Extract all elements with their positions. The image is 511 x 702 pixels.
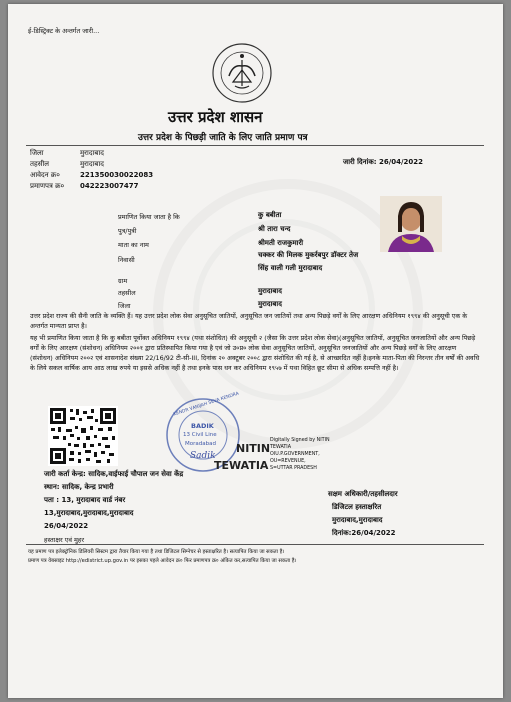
authority-designation: सक्षम अधिकारी/तहसीलदार	[328, 490, 398, 498]
footer-line-1: यह प्रमाण पत्र इलेक्ट्रॉनिक डिलिवरी सिस्टम द्वारा तैयार किया गया है तथा डिजिटल सिग्नेचर से हस्ताक्षरित है। सत्यापित किया जा सकता है।	[28, 549, 285, 555]
resident-line-1: चक्कर की मिलक मुकर्रबपुर डॉक्टर तेज	[258, 251, 359, 259]
detail-district-value: मुरादाबाद	[258, 300, 282, 308]
dsc-line-1: Digitally Signed by NITIN	[270, 438, 330, 443]
page-title: उत्तर प्रदेश के पिछड़ी जाति के लिए जाति प्रमाण पत्र	[138, 133, 308, 143]
signer-last-name: TEWATIA	[214, 459, 269, 472]
cert-intro-label: प्रमाणित किया जाता है कि	[118, 213, 180, 221]
dsc-line-5: S=UTTAR PRADESH	[270, 466, 317, 471]
mother-name: श्रीमती राजकुमारी	[258, 239, 304, 247]
application-number: 221350030022083	[80, 171, 154, 179]
dsc-line-4: OU=REVENUE,	[270, 459, 306, 464]
village-label: ग्राम	[118, 277, 128, 285]
dsc-line-3: OIU.P.GOVERNMENT,	[270, 452, 320, 457]
detail-tehsil-value: मुरादाबाद	[258, 287, 282, 295]
authority-location: मुरादाबाद,मुरादाबाद	[332, 516, 383, 524]
creamy-layer-statement: यह भी प्रमाणित किया जाता है कि कु बबीता पूर्वोक्त अधिनियम १९९४ (यथा संशोधित) की अनुसूची २ (जैसा कि उत्तर प्रदेश लोक सेवा)(अनुसूचित जातियों, अनुसूचित जनजातियों और अन्य पिछड़े वर्गों के लिए आरक्षण (संशोधन) अधिनियम २००१ द्वारा प्रतिस्थापित किया गया है एवं जो उ०प्र० लोक सेवा अनुसूचित जातियों, अनुसूचित जनजातियों और अन्य पिछड़े वर्गों के लिए आरक्षण (संशोधन) अधिनियम २००२ एवं शासनादेश संख्या 22/16/92 टी-सी-III, दिनांक २० अक्टूबर २००८ द्वारा संशोधित की गई है, से आच्छादित नहीं है।इनके माता-पिता की निरन्तर तीन वर्षों की अवधि के लिये सकल वार्षिक आय आठ लाख रुपये या इससे अधिक नहीं है तथा इनके पास धन कर अधिनियम १९५७ में यथा विहित छूट सीमा से अधिक सम्पत्ति नहीं है।	[30, 334, 480, 372]
authority-digital-signed: डिजिटल हस्ताक्षरित	[332, 503, 382, 511]
district-label: जिला	[30, 149, 44, 157]
sign-seal-note: हस्ताक्षर एवं मुहर	[44, 536, 85, 544]
tehsil-value: मुरादाबाद	[80, 160, 104, 168]
center-signature: Sadik	[190, 451, 216, 461]
issuing-center: जारी कर्ता केन्द्र: सादिक,वाईफाई चौपाल जन सेवा केंद्र	[44, 470, 184, 478]
detail-district-label: जिला	[118, 302, 131, 310]
issuing-address-2: 13,मुरादाबाद,मुरादाबाद,मुरादाबाद	[44, 509, 134, 517]
caste-statement: उत्तर प्रदेश राज्य की सैनी जाति के व्यक्ति हैं। यह उत्तर प्रदेश लोक सेवा अनुसूचित जातियों, अनुसूचित जन जातियों तथा अन्य पिछड़े वर्गों के लिए आरक्षण अधिनियम १९९४ की अनुसूची एक के अन्तर्गत मान्यता प्राप्त है।	[30, 312, 468, 330]
issuing-address-1: पता : 13, मुरादाबाद वार्ड नंबर	[44, 496, 126, 504]
authority-date: दिनांक:26/04/2022	[332, 529, 396, 537]
issuing-place: स्थान: सादिक, केन्द्र प्रभारी	[44, 483, 114, 491]
resident-label: निवासी	[118, 256, 135, 264]
tehsil-label: तहसील	[30, 160, 49, 168]
certificate-page	[8, 4, 503, 698]
certificate-label: प्रमाणपत्र क्र०	[30, 182, 65, 190]
resident-line-2: सिंह वाली गली मुरादाबाद	[258, 264, 323, 272]
divider	[26, 145, 484, 146]
stamp-line-3: Moradabad	[185, 441, 216, 447]
up-emblem-icon	[211, 42, 273, 104]
dsc-line-2: TEWATIA	[270, 445, 291, 450]
stamp-arc-text: KENDR VANIJAH SEVA KENDRA	[172, 391, 240, 418]
district-value: मुरादाबाद	[80, 149, 104, 157]
footer-divider	[26, 544, 484, 545]
certificate-number: 042223007477	[80, 182, 139, 190]
applicant-photo	[380, 196, 442, 252]
mother-label: माता का नाम	[118, 241, 149, 249]
stamp-line-2: 13 Civil Line	[183, 432, 217, 438]
stamp-line-1: BADIK	[191, 422, 214, 430]
issue-date: जारी दिनांक: 26/04/2022	[343, 158, 424, 166]
detail-tehsil-label: तहसील	[118, 289, 136, 297]
application-label: आवेदन क्र०	[30, 171, 60, 179]
son-daughter-label: पुत्र/पुत्री	[118, 227, 137, 235]
qr-code	[48, 406, 118, 466]
father-name: श्री तारा चन्द	[258, 225, 291, 233]
top-note: ई-डिस्ट्रिक्ट के अन्तर्गत जारी...	[28, 27, 100, 35]
govt-heading: उत्तर प्रदेश शासन	[168, 108, 263, 126]
footer-line-2: प्रमाण पत्र वेबसाइट http://edistrict.up.gov.in पर इसका पहले आवेदन क्र० फिर प्रमाणपत्र क्र० अंकित कर,सत्यापित किया जा सकता है।	[28, 558, 297, 564]
applicant-name: कु बबीता	[258, 211, 282, 219]
issuing-date: 26/04/2022	[44, 522, 89, 530]
signer-first-name: NITIN	[236, 442, 271, 455]
